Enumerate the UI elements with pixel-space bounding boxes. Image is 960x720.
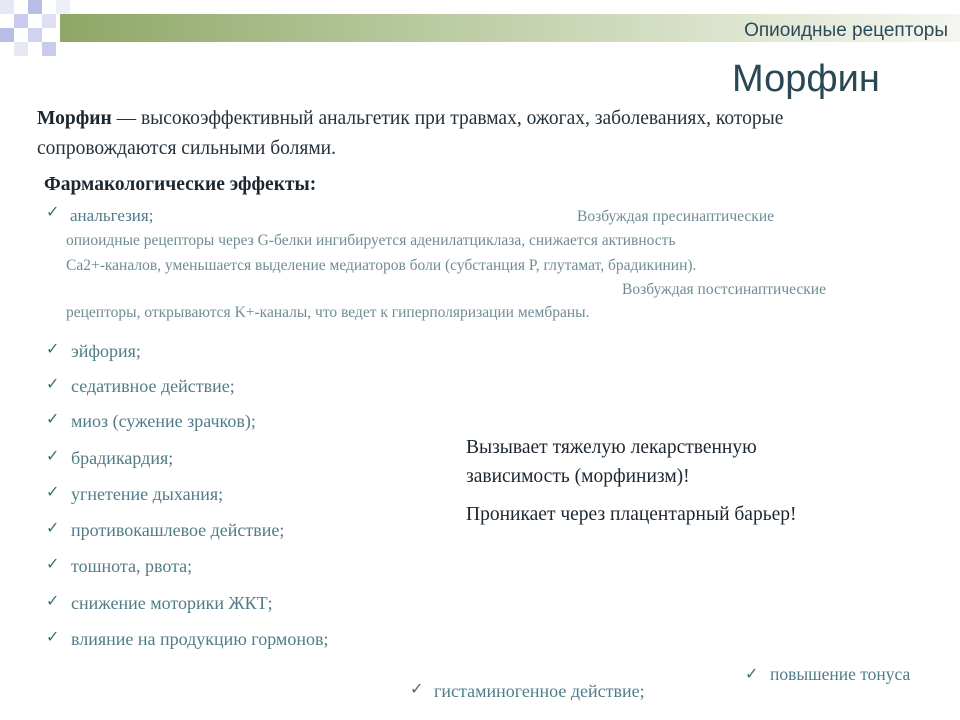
intro-paragraph	[37, 104, 897, 164]
check-icon: ✓	[46, 518, 60, 537]
effect-item: снижение моторики ЖКТ;	[71, 593, 273, 613]
effect-item: угнетение дыхания;	[71, 484, 224, 504]
intro-term: Морфин	[37, 108, 112, 129]
effect-item: влияние на продукцию гормонов;	[71, 629, 329, 649]
analgesia-detail-line1: Возбуждая пресинаптические	[577, 208, 774, 225]
check-icon: ✓	[46, 374, 60, 393]
effect-item-tone: повышение тонуса	[770, 664, 911, 684]
note-dependence-line2: зависимость (морфинизм)!	[466, 466, 690, 487]
analgesia-detail-line4: Возбуждая постсинаптические	[622, 281, 826, 298]
decor-square	[56, 0, 70, 14]
decor-square	[28, 28, 42, 42]
check-icon: ✓	[745, 664, 759, 683]
check-icon: ✓	[46, 627, 60, 646]
decor-square	[28, 0, 42, 14]
section-title: Опиоидные рецепторы	[744, 20, 948, 41]
page-title: Морфин	[732, 58, 880, 100]
analgesia-detail-line5: рецепторы, открываются K+-каналы, что ведет к гиперполяризации мембраны.	[66, 304, 590, 321]
check-icon: ✓	[46, 482, 60, 501]
decor-square	[14, 14, 28, 28]
effect-item: седативное действие;	[71, 376, 235, 396]
effect-item-histamine: гистаминогенное действие;	[434, 681, 645, 701]
intro-text: — высокоэффективный анальгетик при травмах, ожогах, заболеваниях, которые сопровождаются сильными болями.	[37, 108, 784, 159]
note-placenta: Проникает через плацентарный барьер!	[466, 504, 797, 525]
decor-square	[42, 14, 56, 28]
effect-item: брадикардия;	[71, 448, 174, 468]
decor-square	[14, 42, 28, 56]
effects-heading: Фармакологические эффекты:	[44, 174, 317, 195]
effect-item: эйфория;	[71, 341, 141, 361]
check-icon: ✓	[46, 591, 60, 610]
note-dependence-line1: Вызывает тяжелую лекарственную	[466, 437, 757, 458]
effect-item: противокашлевое действие;	[71, 520, 285, 540]
decor-square	[0, 28, 14, 42]
check-icon: ✓	[46, 339, 60, 358]
check-icon: ✓	[46, 409, 60, 428]
check-icon: ✓	[46, 554, 60, 573]
check-icon: ✓	[410, 679, 424, 698]
decor-square	[42, 42, 56, 56]
check-icon: ✓	[46, 202, 60, 221]
effect-analgesia: анальгезия;	[70, 206, 154, 225]
effect-item: тошнота, рвота;	[71, 556, 193, 576]
analgesia-detail-line2: опиоидные рецепторы через G-белки ингибируется аденилатциклаза, снижается активность	[66, 232, 676, 249]
check-icon: ✓	[46, 446, 60, 465]
analgesia-detail-line3: Ca2+-каналов, уменьшается выделение медиаторов боли (субстанция P, глутамат, брадикинин).	[66, 257, 697, 274]
decor-square	[0, 0, 14, 14]
effect-item: миоз (сужение зрачков);	[71, 411, 256, 431]
